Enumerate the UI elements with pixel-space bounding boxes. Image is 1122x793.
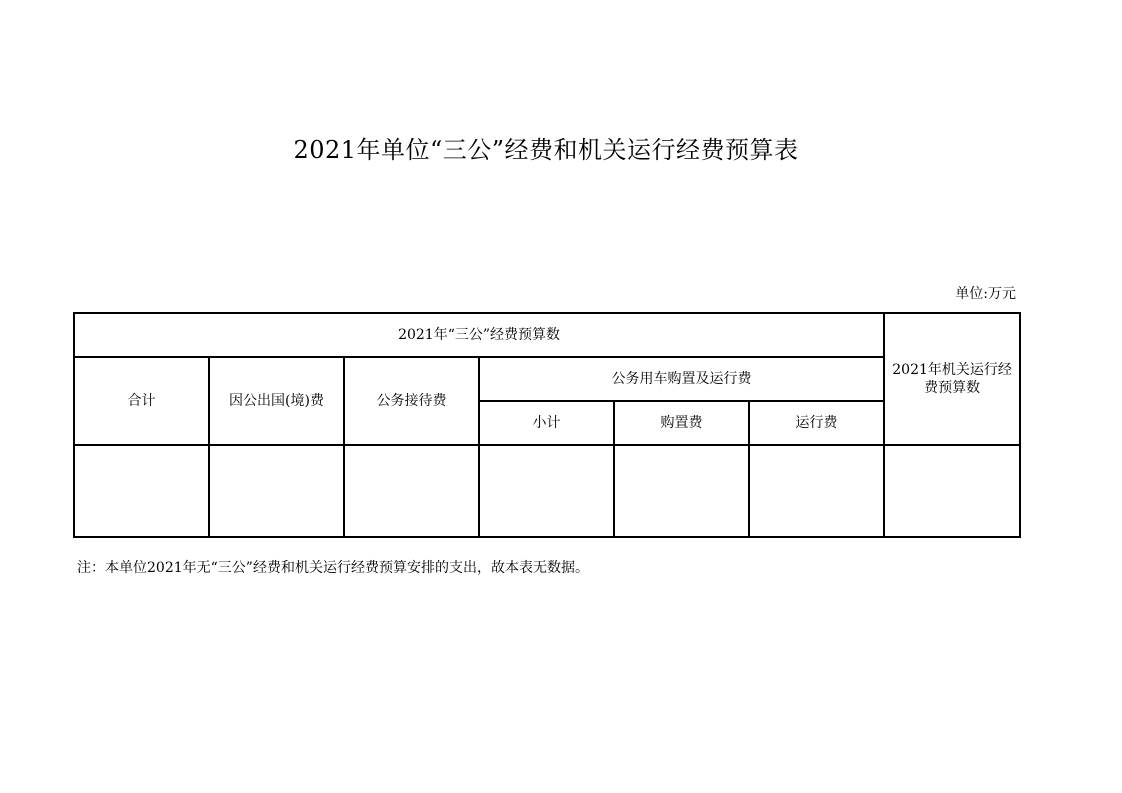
page-title: 2021年单位“三公”经费和机关运行经费预算表 (293, 136, 799, 164)
header-jiguan-budget (884, 313, 1020, 445)
unit-label: 单位:万元 (955, 286, 1016, 302)
header-operation: 运行费 (749, 401, 884, 445)
cell-purchase (614, 445, 749, 537)
footnote: 注：本单位2021年无“三公”经费和机关运行经费预算安排的支出，故本表无数据。 (77, 560, 589, 576)
header-total: 合计 (74, 357, 209, 445)
header-row-2 (74, 357, 1020, 401)
header-reception: 公务接待费 (344, 357, 479, 445)
cell-total (74, 445, 209, 537)
header-jiguan-budget-text: 2021年机关运行经费预算数 (892, 362, 1012, 396)
cell-subtotal (479, 445, 614, 537)
header-vehicle-group: 公务用车购置及运行费 (479, 357, 884, 401)
cell-jiguan (884, 445, 1020, 537)
header-row-1 (74, 313, 1020, 357)
cell-operation (749, 445, 884, 537)
cell-reception (344, 445, 479, 537)
header-subtotal: 小计 (479, 401, 614, 445)
budget-table (73, 312, 1021, 538)
table-row (74, 445, 1020, 537)
cell-abroad (209, 445, 344, 537)
header-abroad: 因公出国(境)费 (209, 357, 344, 445)
header-purchase: 购置费 (614, 401, 749, 445)
header-sangong-budget: 2021年“三公”经费预算数 (74, 313, 884, 357)
